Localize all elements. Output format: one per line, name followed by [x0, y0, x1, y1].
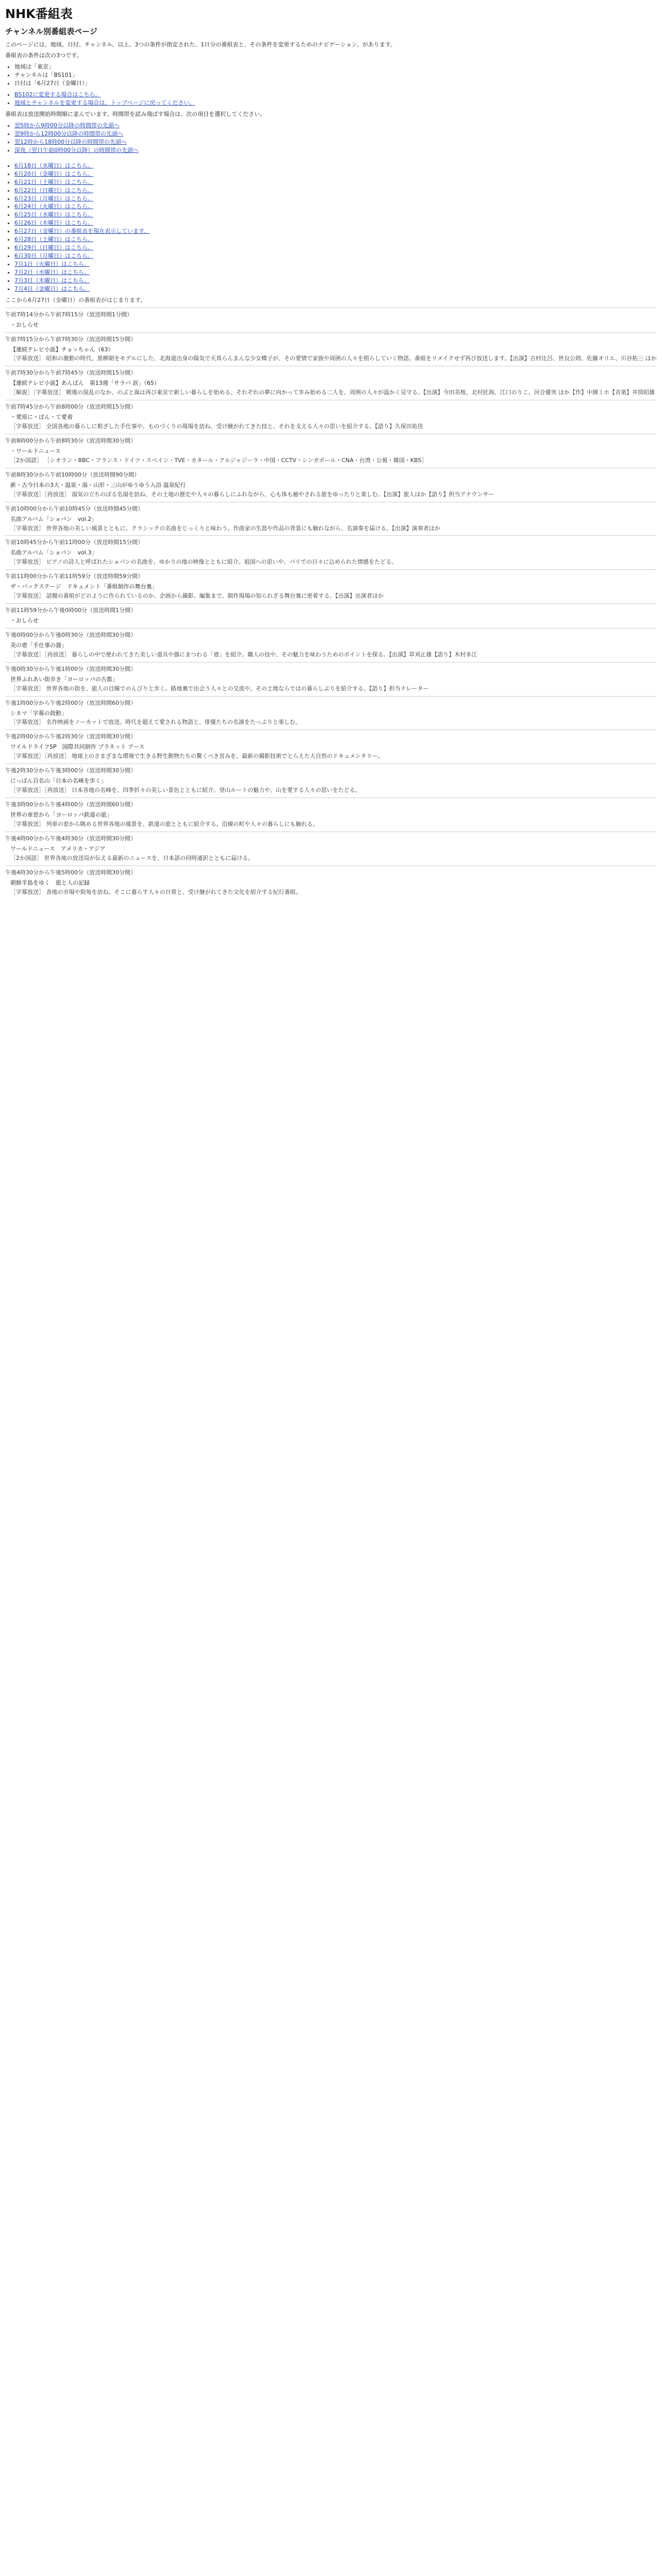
- program-time: 午前8時00分から午前8時30分（放送時間30分間）: [5, 437, 136, 445]
- program-time: 午前7時15分から午前7時30分（放送時間15分間）: [5, 335, 136, 343]
- program-time: 午後1時00分から午後2時00分（放送時間60分間）: [5, 699, 136, 706]
- program-time: 午前7時30分から午前7時45分（放送時間15分間）: [5, 369, 136, 377]
- program-item: [5, 730, 657, 764]
- program-time: 午後2時30分から午後3時00分（放送時間30分間）: [5, 767, 136, 774]
- page-title: NHK番組表: [5, 7, 73, 21]
- jump-afternoon-link[interactable]: 翌12時から18時00分以降の時間帯の先頭へ: [14, 138, 127, 145]
- program-item: [5, 696, 657, 730]
- program-item: [5, 628, 657, 662]
- program-item: [5, 434, 657, 468]
- program-item: [5, 468, 657, 502]
- program-item: [5, 866, 657, 900]
- program-item: [5, 366, 657, 400]
- program-desc: ［字幕放送］ ピアノの詩人と呼ばれたショパンの名曲を、ゆかりの地の映像とともに紹介。祖国への思いや、パリでの日々に込められた情感をたどる。: [10, 558, 398, 566]
- program-title: 世界の車窓から「ヨーロッパ鉄道の旅」: [10, 811, 112, 818]
- change-channel-link[interactable]: BS102に変更する場合はこちら。: [14, 91, 101, 98]
- conditions-list: [14, 63, 657, 88]
- program-time: 午前10時00分から午前10時45分（放送時間45分間）: [5, 505, 143, 512]
- program-item: [5, 502, 657, 536]
- program-desc: ［字幕放送］ 昭和の激動の時代、黒柳朝をモデルにした、北海道出身の陽気で天真らんまんな少女蝶子が、その愛情で家族や周囲の人々を照らしていく物語。番組をリメイクせず再び放送します。【出演】古村比呂、世良公則、佐藤オリエ、川谷拓三 ほか: [10, 355, 657, 362]
- program-desc: ［解説］［字幕放送］ 戦後の混乱のなか、のぶと嵩は再び東京で新しい暮らしを始める。それぞれの夢に向かって歩み始める二人を、周囲の人々が温かく見守る。【出演】今田美桜、北村匠海、江口のりこ、河合優実 ほか【作】中園ミホ【音楽】井筒昭雄: [10, 389, 655, 396]
- program-title: ワイルドライフSP 国際共同制作 プラネット アース: [10, 743, 145, 751]
- program-desc: ［字幕放送］［再放送］ 湯気の立ちのぼる名湯を訪ね、その土地の歴史や人々の暮らしにふれながら、心も体も癒やされる旅をゆったりと楽しむ。【出演】旅人ほか【語り】担当アナウンサー: [10, 490, 494, 498]
- program-desc: ［2か国語］ ［シオラン・BBC・フランス・ドイツ・スペイン・TVE・カタール・アルジャジーラ・中国・CCTV・シンガポール・CNA・台湾・公視・韓国・KBS］: [10, 456, 427, 464]
- time-jump-links: [14, 122, 657, 155]
- conditions-heading: 番組表の条件は次の3つです。: [5, 52, 82, 59]
- condition-channel: • チャンネルは「BS101」: [14, 71, 657, 79]
- program-title: ・おしらせ: [10, 617, 39, 624]
- program-desc: ［字幕放送］［再放送］ 地球上のさまざまな環境で生きる野生動物たちの驚くべき営みを、最新の撮影技術でとらえた大自然のドキュメンタリー。: [10, 753, 384, 760]
- program-title: 名曲アルバム「ショパン vol.3」: [10, 549, 97, 556]
- time-skip-notice: 番組表は放送開始時間順に並んでいます。時間帯を読み飛ばす場合は、次の項目を選択してください。: [5, 111, 266, 118]
- program-time: 午後0時00分から午後0時30分（放送時間30分間）: [5, 631, 136, 638]
- date-link[interactable]: 6月21日（土曜日）はこちら。: [14, 178, 93, 185]
- program-time: 午前11時59分から午後0時00分（放送時間1分間）: [5, 607, 136, 614]
- date-link[interactable]: 7月3日（木曜日）はこちら。: [14, 277, 90, 284]
- change-links: [14, 91, 657, 107]
- program-item: [5, 400, 657, 434]
- date-link[interactable]: 6月25日（水曜日）はこちら。: [14, 211, 93, 218]
- date-link-current[interactable]: 6月27日（金曜日）の番組表を現在表示しています。: [14, 228, 150, 235]
- date-link[interactable]: 7月1日（火曜日）はこちら。: [14, 261, 90, 268]
- condition-date: • 日付は「6月27日（金曜日）」: [14, 79, 657, 88]
- program-time: 午後4時30分から午後5時00分（放送時間30分間）: [5, 869, 136, 876]
- program-item: [5, 308, 657, 332]
- program-desc: ［字幕放送］ 世界各地の美しい風景とともに、クラシックの名曲をじっくりと味わう。作曲家の生涯や作品の背景にも触れながら、名演奏を届ける。【出演】演奏者ほか: [10, 524, 440, 532]
- page-intro: このページには、地域、日付、チャンネル、以上、3つの条件が指定された、1日分の番組表と、その条件を変更するためのナビゲーション、があります。: [5, 41, 396, 48]
- program-title: シネマ「字幕の鼓動」: [10, 709, 67, 717]
- date-link[interactable]: 6月18日（水曜日）はこちら。: [14, 162, 93, 169]
- program-item: [5, 569, 657, 603]
- program-title: 【連続テレビ小説】あんぱん 第13週「サラバ 涙」（65）: [10, 380, 160, 387]
- page-subtitle: チャンネル別番組表ページ: [5, 26, 97, 36]
- date-links: [14, 162, 657, 293]
- program-title: 朝鮮半島をゆく 旅と人の記録: [10, 879, 90, 886]
- date-link[interactable]: 6月28日（土曜日）はこちら。: [14, 236, 93, 243]
- jump-late-morning-link[interactable]: 翌9時から12時00分以降の時間帯の先頭へ: [14, 130, 123, 137]
- program-title: ザ・バックステージ ドキュメント「番組制作の舞台裏」: [10, 583, 158, 590]
- program-title: 新・古今日本の3大・温泉・湯・山形・三山がゆうゆう入浴 温泉紀行: [10, 481, 186, 488]
- program-desc: ［字幕放送］ 世界各地の街を、旅人の目線でのんびりと歩く。路地裏で出会う人々との交流や、その土地ならではの暮らしぶりを紹介する。【語り】担当ナレーター: [10, 685, 429, 692]
- program-title: 名曲アルバム「ショパン vol.2」: [10, 515, 97, 522]
- program-title: ・ワールドニュース: [10, 447, 61, 454]
- program-item: [5, 832, 657, 866]
- condition-region: • 地域は「東京」: [14, 63, 657, 71]
- date-link[interactable]: 6月29日（日曜日）はこちら。: [14, 244, 93, 251]
- program-time: 午後4時00分から午後4時30分（放送時間30分間）: [5, 835, 136, 842]
- program-item: [5, 535, 657, 569]
- program-title: にっぽん百名山「日本の名峰を歩く」: [10, 777, 107, 785]
- program-title: 【連続テレビ小説】チョッちゃん（63）: [10, 346, 114, 353]
- date-link[interactable]: 6月30日（月曜日）はこちら。: [14, 252, 93, 260]
- date-link[interactable]: 7月2日（水曜日）はこちら。: [14, 268, 90, 276]
- date-link[interactable]: 6月26日（木曜日）はこちら。: [14, 219, 93, 227]
- date-link[interactable]: 6月23日（月曜日）はこちら。: [14, 195, 93, 202]
- program-title: 美の壺「手仕事の器」: [10, 641, 67, 649]
- program-title: ワールドニュース アメリカ・アジア: [10, 845, 106, 852]
- program-title: ・おしらせ: [10, 321, 39, 328]
- program-title: ・愛原に・ばん・て愛着: [10, 414, 73, 421]
- date-link[interactable]: 6月20日（金曜日）はこちら。: [14, 170, 93, 177]
- program-desc: ［字幕放送］［再放送］ 暮らしの中で使われてきた美しい道具や器にまつわる「壺」を紹介。職人の技や、その魅力を味わうためのポイントを探る。【出演】草刈正雄【語り】木村多江: [10, 651, 477, 658]
- program-time: 午後2時00分から午後2時30分（放送時間30分間）: [5, 733, 136, 740]
- program-time: 午前8時30分から午前10時00分（放送時間90分間）: [5, 471, 140, 478]
- program-desc: ［字幕放送］ 名作映画をノーカットで放送。時代を超えて愛される物語と、俳優たちの名演をたっぷりと楽しむ。: [10, 719, 301, 726]
- program-desc: ［2か国語］ 世界各地の放送局が伝える最新のニュースを、日本語の同時通訳とともに届ける。: [10, 854, 254, 861]
- program-desc: ［字幕放送］ 列車の窓から眺める世界各地の風景を、鉄道の旅とともに紹介する。沿線の町や人々の暮らしにも触れる。: [10, 820, 319, 827]
- program-desc: ［字幕放送］［再放送］ 日本各地の名峰を、四季折々の美しい景色とともに紹介。登山ルートの魅力や、山を愛する人々の思いをたどる。: [10, 787, 361, 794]
- program-desc: ［字幕放送］ 各地の市場や街角を訪ね、そこに暮らす人々の日常と、受け継がれてきた文化を紹介する紀行番組。: [10, 888, 302, 895]
- program-time: 午前11時00分から午前11時59分（放送時間59分間）: [5, 573, 143, 580]
- jump-midnight-link[interactable]: 深夜（翌日午前0時00分以降）の時間帯の先頭へ: [14, 146, 139, 154]
- program-desc: ［字幕放送］ 全国各地の暮らしに根ざした手仕事や、ものづくりの現場を訪ね、受け継がれてきた技と、それを支える人々の思いを紹介する。【語り】久保田祐佳: [10, 423, 423, 430]
- jump-morning-link[interactable]: 翌5時から9時00分以降の時間帯の先頭へ: [14, 122, 120, 129]
- program-item: [5, 764, 657, 798]
- schedule-start: ここから6月27日（金曜日）の番組表がはじまります。: [5, 296, 146, 303]
- back-to-top-link[interactable]: 地域とチャンネルを変更する場合は、トップページに戻ってください。: [14, 99, 195, 107]
- date-link[interactable]: 6月24日（火曜日）はこちら。: [14, 203, 93, 210]
- program-item: [5, 798, 657, 832]
- date-link[interactable]: 6月22日（日曜日）はこちら。: [14, 187, 93, 194]
- program-list: [5, 308, 657, 900]
- program-desc: ［字幕放送］ 話題の番組がどのように作られているのか、企画から撮影、編集まで、制作現場の知られざる舞台裏に密着する。【出演】出演者ほか: [10, 592, 384, 600]
- program-time: 午前7時45分から午前8時00分（放送時間15分間）: [5, 403, 136, 411]
- program-title: 世界ふれあい街歩き「ヨーロッパの古都」: [10, 675, 118, 683]
- program-item: [5, 662, 657, 696]
- program-time: 午前7時14分から午前7時15分（放送時間1分間）: [5, 311, 133, 318]
- program-time: 午後3時00分から午後4時00分（放送時間60分間）: [5, 801, 136, 808]
- date-link[interactable]: 7月4日（金曜日）はこちら。: [14, 285, 90, 292]
- program-time: 午前10時45分から午前11時00分（放送時間15分間）: [5, 539, 143, 546]
- program-item: [5, 603, 657, 628]
- program-item: [5, 332, 657, 366]
- program-time: 午後0時30分から午後1時00分（放送時間30分間）: [5, 665, 136, 672]
